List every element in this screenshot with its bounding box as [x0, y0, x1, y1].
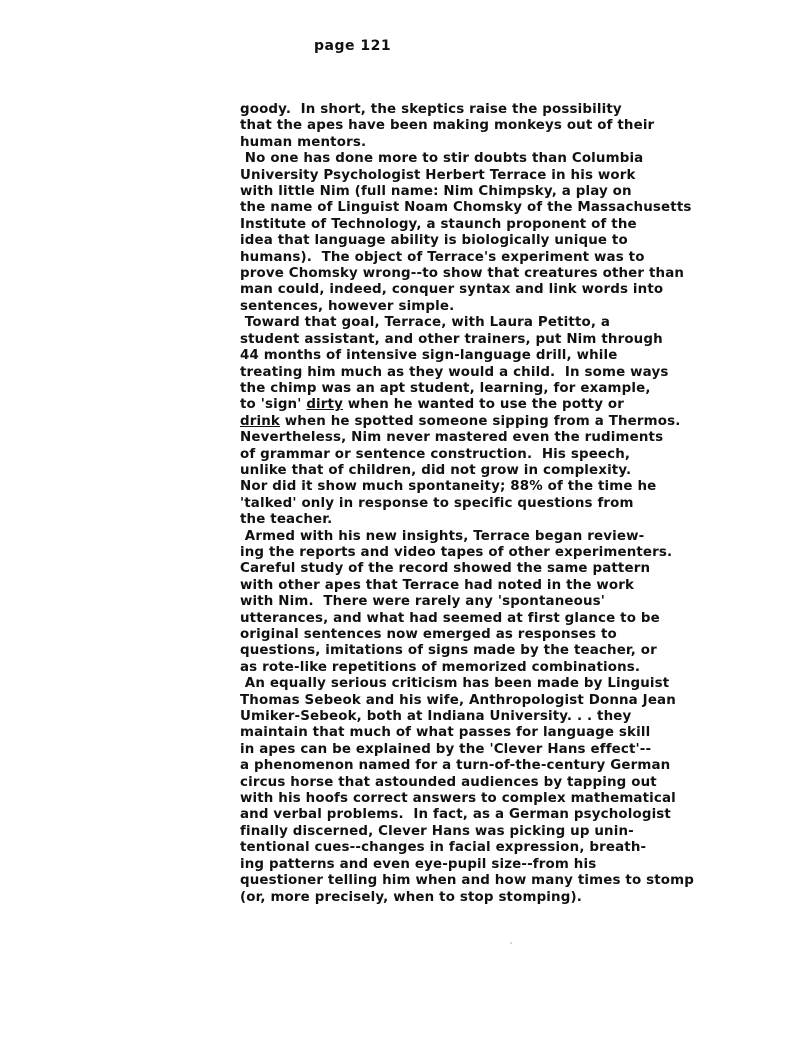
page-number: page 121 — [314, 38, 392, 54]
text-line: maintain that much of what passes for language skill — [240, 725, 651, 741]
text-line: Armed with his new insights, Terrace began review- — [240, 528, 645, 544]
text-line: circus horse that astounded audiences by tapping out — [240, 774, 657, 790]
text-line: No one has done more to stir doubts than Columbia — [240, 151, 644, 167]
text-line: questioner telling him when and how many times to stomp — [240, 873, 694, 889]
text-line: sentences, however simple. — [240, 298, 455, 314]
text-line: questions, imitations of signs made by the teacher, or — [240, 643, 657, 659]
text-line: Thomas Sebeok and his wife, Anthropologist Donna Jean — [240, 692, 676, 708]
text-line: drink when he spotted someone sipping from a Thermos. — [240, 413, 681, 429]
text-line: Nor did it show much spontaneity; 88% of the time he — [240, 479, 657, 495]
text-line: a phenomenon named for a turn-of-the-century German — [240, 758, 671, 774]
text-line: with Nim. There were rarely any 'spontaneous' — [240, 594, 606, 610]
text-line: student assistant, and other trainers, put Nim through — [240, 331, 663, 347]
text-line: and verbal problems. In fact, as a German psychologist — [240, 807, 671, 823]
text-line: Nevertheless, Nim never mastered even the rudiments — [240, 430, 664, 446]
text-line: treating him much as they would a child. In some ways — [240, 364, 669, 380]
text-line: of grammar or sentence construction. His speech, — [240, 446, 631, 462]
text-line: ing the reports and video tapes of other experimenters. — [240, 544, 673, 560]
text-line: tentional cues--changes in facial expression, breath- — [240, 840, 647, 856]
text-line: to 'sign' dirty when he wanted to use the potty or — [240, 397, 624, 413]
text-line: 44 months of intensive sign-language drill, while — [240, 348, 618, 364]
text-line: University Psychologist Herbert Terrace in his work — [240, 167, 636, 183]
text-line: Careful study of the record showed the same pattern — [240, 561, 651, 577]
text-line: Institute of Technology, a staunch proponent of the — [240, 216, 637, 232]
text-line: Toward that goal, Terrace, with Laura Petitto, a — [240, 315, 611, 331]
text-line: utterances, and what had seemed at first glance to be — [240, 610, 660, 626]
text-line: the chimp was an apt student, learning, for example, — [240, 380, 651, 396]
text-line: unlike that of children, did not grow in complexity. — [240, 462, 632, 478]
text-line: ing patterns and even eye-pupil size--from his — [240, 856, 597, 872]
text-line: in apes can be explained by the 'Clever Hans effect'-- — [240, 741, 652, 757]
underlined-word: dirty — [306, 397, 343, 413]
text-line: goody. In short, the skeptics raise the possibility — [240, 102, 622, 117]
text-line: human mentors. — [240, 134, 367, 150]
text-line: man could, indeed, conquer syntax and link words into — [240, 282, 664, 298]
body-text — [240, 102, 720, 906]
text-line: idea that language ability is biologically unique to — [240, 233, 628, 249]
scan-speck — [510, 942, 512, 944]
underlined-word: drink — [240, 413, 280, 429]
text-line: with little Nim (full name: Nim Chimpsky, a play on — [240, 184, 632, 200]
text-line: with his hoofs correct answers to complex mathematical — [240, 791, 676, 807]
text-line: 'talked' only in response to specific questions from — [240, 495, 634, 511]
text-line: humans). The object of Terrace's experiment was to — [240, 249, 645, 265]
text-line: finally discerned, Clever Hans was picking up unin- — [240, 823, 634, 839]
text-line: with other apes that Terrace had noted in the work — [240, 577, 635, 593]
text-line: the teacher. — [240, 512, 333, 528]
text-line: original sentences now emerged as responses to — [240, 627, 617, 642]
text-line: prove Chomsky wrong--to show that creatures other than — [240, 266, 685, 282]
text-line: that the apes have been making monkeys out of their — [240, 118, 655, 134]
text-line: as rote-like repetitions of memorized combinations. — [240, 659, 641, 675]
text-line: An equally serious criticism has been made by Linguist — [240, 676, 670, 692]
text-line: (or, more precisely, when to stop stomping). — [240, 889, 582, 905]
text-line: the name of Linguist Noam Chomsky of the Massachusetts — [240, 200, 692, 216]
text-line: Umiker-Sebeok, both at Indiana University. . . they — [240, 709, 632, 725]
